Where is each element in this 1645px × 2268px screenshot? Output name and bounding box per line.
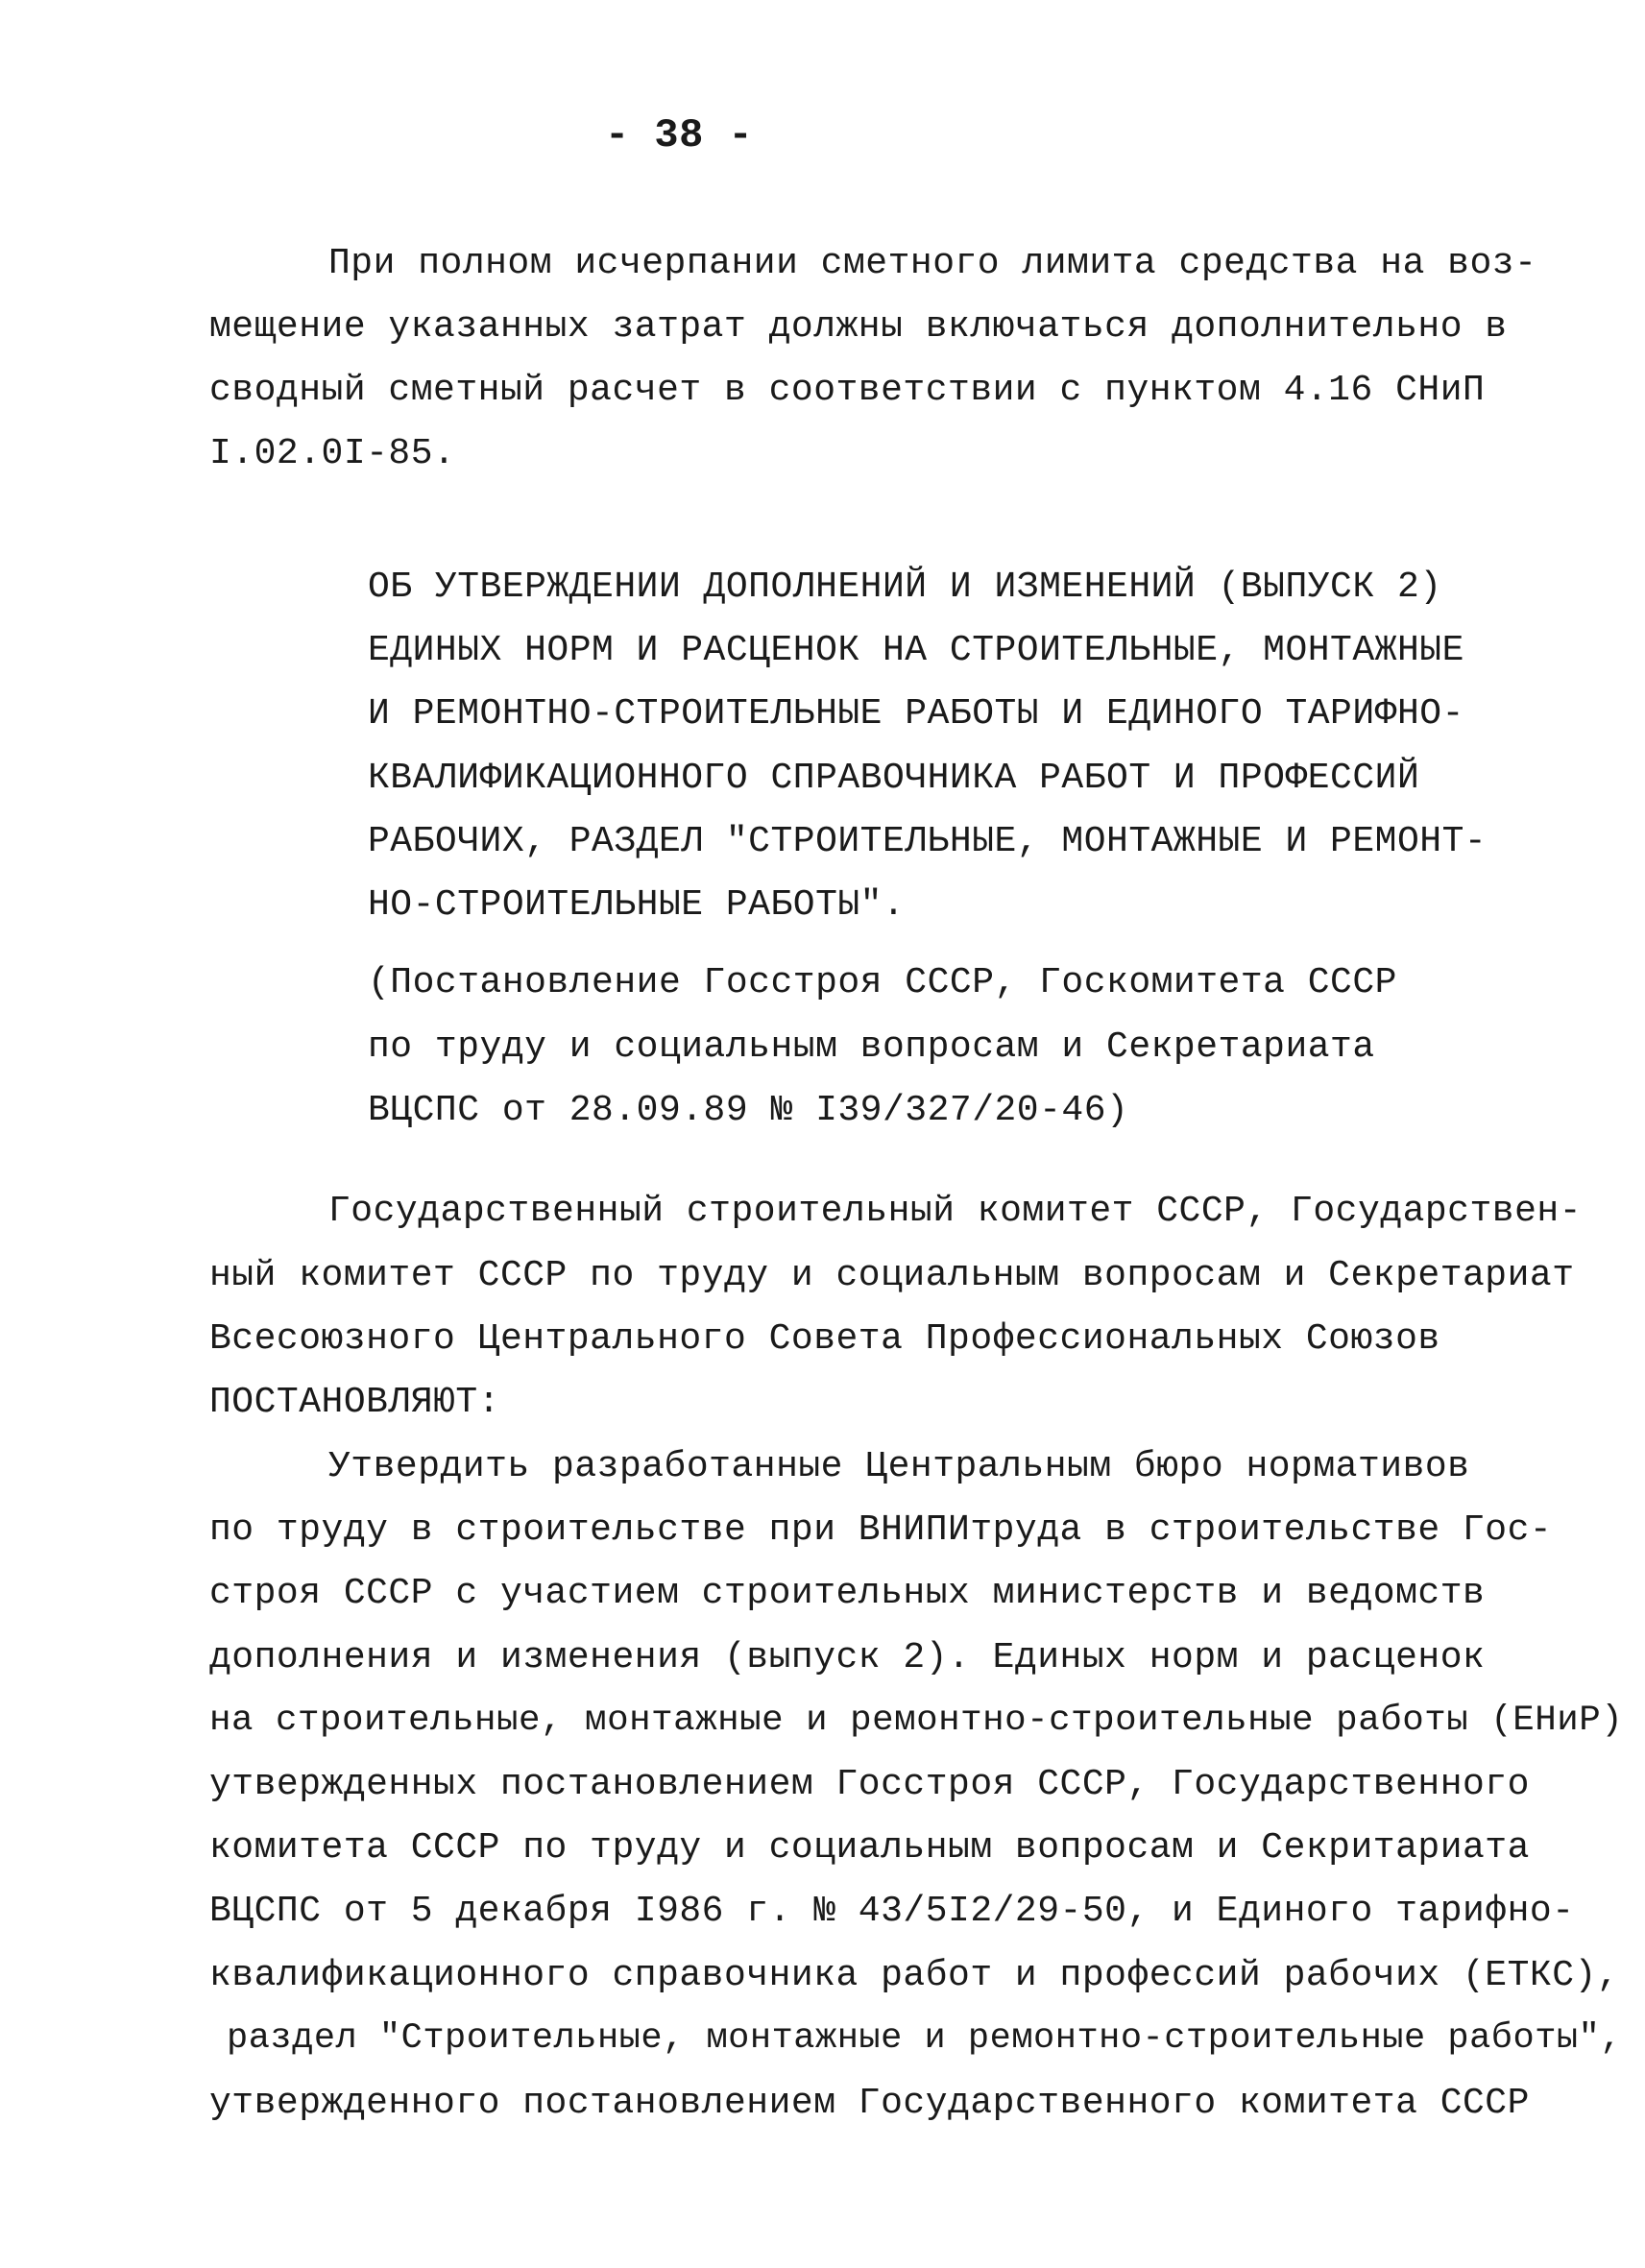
heading-line: НО-СТРОИТЕЛЬНЫЕ РАБОТЫ". — [368, 884, 906, 926]
heading-line: И РЕМОНТНО-СТРОИТЕЛЬНЫЕ РАБОТЫ И ЕДИНОГО ТАРИФНО- — [368, 693, 1464, 735]
heading-line: РАБОЧИХ, РАЗДЕЛ "СТРОИТЕЛЬНЫЕ, МОНТАЖНЫЕ И РЕМОНТ- — [368, 821, 1488, 862]
text-line: утвержденного постановлением Государственного комитета СССР — [209, 2083, 1530, 2124]
reference-line: по труду и социальным вопросам и Секретариата — [368, 1026, 1375, 1068]
text-line: по труду в строительстве при ВНИПИтруда в строительстве Гос- — [209, 1509, 1553, 1551]
text-line: комитета СССР по труду и социальным вопросам и Секритариата — [209, 1827, 1530, 1869]
text-line: ный комитет СССР по труду и социальным вопросам и Секретариат — [209, 1255, 1575, 1296]
text-line: раздел "Строительные, монтажные и ремонтно-строительные работы", — [227, 2018, 1623, 2059]
text-line: дополнения и изменения (выпуск 2). Единых норм и расценок — [209, 1637, 1486, 1678]
text-line: Государственный строительный комитет СССР, Государствен- — [328, 1191, 1583, 1232]
text-line: строя СССР с участием строительных министерств и ведомств — [209, 1573, 1486, 1614]
text-line: ВЦСПС от 5 декабря I986 г. № 43/5I2/29-50, и Единого тарифно- — [209, 1891, 1575, 1932]
text-line: При полном исчерпании сметного лимита средства на воз- — [328, 243, 1537, 284]
text-line: квалификационного справочника работ и профессий рабочих (ЕТКС), — [209, 1955, 1620, 1996]
text-line: ПОСТАНОВЛЯЮТ: — [209, 1382, 500, 1423]
text-line: мещение указанных затрат должны включаться дополнительно в — [209, 306, 1508, 348]
text-line: на строительные, монтажные и ремонтно-строительные работы (ЕНиР) — [209, 1701, 1624, 1741]
heading-line: ОБ УТВЕРЖДЕНИИ ДОПОЛНЕНИЙ И ИЗМЕНЕНИЙ (ВЫПУСК 2) — [368, 567, 1442, 608]
heading-line: ЕДИНЫХ НОРМ И РАСЦЕНОК НА СТРОИТЕЛЬНЫЕ, МОНТАЖНЫЕ — [368, 630, 1464, 671]
text-line: Всесоюзного Центрального Совета Профессиональных Союзов — [209, 1318, 1440, 1360]
text-line: сводный сметный расчет в соответствии с пунктом 4.16 СНиП — [209, 370, 1486, 411]
heading-line: КВАЛИФИКАЦИОННОГО СПРАВОЧНИКА РАБОТ И ПРОФЕССИЙ — [368, 758, 1420, 799]
page-number: - 38 - — [605, 112, 754, 158]
text-line: Утвердить разработанные Центральным бюро нормативов — [328, 1446, 1470, 1487]
reference-line: (Постановление Госстроя СССР, Госкомитета СССР — [368, 962, 1397, 1003]
reference-line: ВЦСПС от 28.09.89 № I39/327/20-46) — [368, 1090, 1129, 1131]
text-line: I.02.0I-85. — [209, 433, 456, 474]
text-line: утвержденных постановлением Госстроя СССР, Государственного — [209, 1764, 1530, 1805]
